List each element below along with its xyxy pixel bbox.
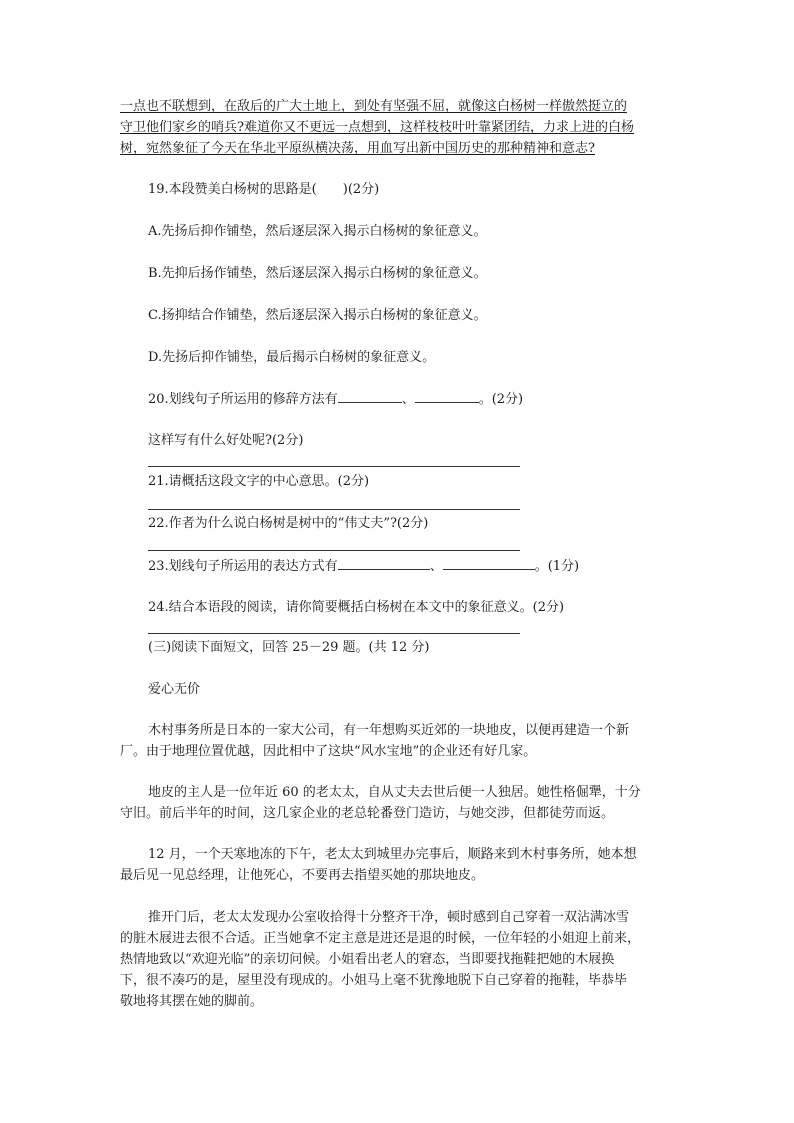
q23-suffix: 。(1分): [534, 559, 580, 574]
answer-line[interactable]: [148, 466, 520, 467]
story-p4-line-2: 的脏木屐进去很不合适。正当她拿不定主意是进还是退的时候，一位年轻的小姐迎上前来，: [120, 931, 641, 946]
passage-line-1: 一点也不联想到，在敌后的广大土地上，到处有坚强不屈，就像这白杨树一样傲然挺立的: [120, 99, 628, 114]
q20-followup: 这样写有什么好处呢?(2分): [148, 433, 304, 448]
question-20: [148, 389, 523, 410]
option-d: D.先扬后抑作铺垫，最后揭示白杨树的象征意义。: [148, 350, 436, 365]
story-p1-line-2: 厂。由于地理位置优越，因此相中了这块“风水宝地”的企业还有好几家。: [120, 744, 537, 759]
answer-line[interactable]: [148, 550, 520, 551]
option-c: C.扬抑结合作铺垫，然后逐层深入揭示白杨树的象征意义。: [148, 308, 487, 323]
question-23: [148, 556, 579, 577]
q23-blank-1[interactable]: [338, 556, 430, 570]
story-p2-line-1: 地皮的主人是一位年近 60 的老太太，自从丈夫去世后便一人独居。她性格倔犟，十分: [148, 785, 641, 800]
story-p1-line-1: 木村事务所是日本的一家大公司，有一年想购买近郊的一块地皮，以便再建造一个新: [148, 723, 630, 738]
q23-sep: 、: [429, 559, 443, 574]
q23-blank-2[interactable]: [443, 556, 535, 570]
q20-blank-2[interactable]: [415, 389, 479, 403]
q20-suffix: 。(2分): [478, 392, 524, 407]
story-p4-line-1: 推开门后，老太太发现办公室收拾得十分整齐干净，顿时感到自己穿着一双沾满冰雪: [148, 910, 630, 925]
section-3-heading: (三)阅读下面短文，回答 25－29 题。(共 12 分): [148, 640, 430, 655]
option-b: B.先抑后扬作铺垫，然后逐层深入揭示白杨树的象征意义。: [148, 266, 487, 281]
story-p2-line-2: 守旧。前后半年的时间，这几家企业的老总轮番登门造访，与她交涉，但都徒劳而返。: [120, 806, 615, 821]
answer-line[interactable]: [148, 633, 520, 634]
story-p4-line-5: 敬地将其摆在她的脚前。: [120, 994, 264, 1009]
q20-prefix: 20.划线句子所运用的修辞方法有: [148, 392, 338, 407]
q20-blank-1[interactable]: [338, 389, 402, 403]
story-p3-line-2: 最后见一见总经理，让他死心，不要再去指望买她的那块地皮。: [120, 868, 485, 883]
story-p4-line-3: 热情地致以“欢迎光临”的亲切问候。小姐看出老人的窘态，当即要找拖鞋把她的木屐换: [120, 952, 615, 967]
story-title: 爱心无价: [148, 682, 201, 697]
question-19: 19.本段赞美白杨树的思路是( )(2分): [148, 182, 380, 197]
story-p4-line-4: 下，很不凑巧的是，屋里没有现成的。小姐马上毫不犹豫地脱下自己穿着的拖鞋，毕恭毕: [120, 973, 628, 988]
passage-line-3: 树，宛然象征了今天在华北平原纵横决荡，用血写出新中国历史的那种精神和意志?: [120, 141, 595, 156]
q20-sep: 、: [401, 392, 415, 407]
question-22: 22.作者为什么说白杨树是树中的“伟丈夫”?(2分): [148, 516, 429, 531]
option-a: A.先扬后抑作铺垫，然后逐层深入揭示白杨树的象征意义。: [148, 224, 487, 239]
story-p3-line-1: 12 月，一个天寒地冻的下午，老太太到城里办完事后，顺路来到木村事务所，她本想: [148, 847, 637, 862]
q23-prefix: 23.划线句子所运用的表达方式有: [148, 559, 338, 574]
question-21: 21.请概括这段文字的中心意思。(2分): [148, 474, 370, 489]
question-24: 24.结合本语段的阅读，请你简要概括白杨树在本文中的象征意义。(2分): [148, 600, 565, 615]
answer-line[interactable]: [148, 509, 520, 510]
passage-line-2: 守卫他们家乡的哨兵?难道你又不更远一点想到，这样枝枝叶叶靠紧团结，力求上进的白杨: [120, 120, 634, 135]
